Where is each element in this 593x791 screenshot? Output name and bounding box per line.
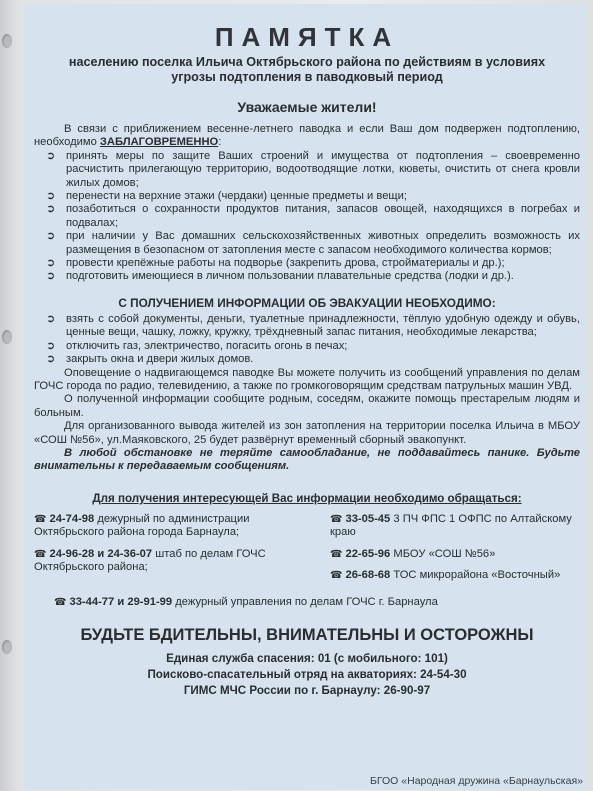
list-item-text: при наличии у Вас домашних сельскохозяйственных животных определить возможность их размещения в безопасном от затопления месте с запасом необходимого количества кормов; <box>66 230 580 256</box>
list-item <box>34 313 580 340</box>
evacuation-heading: С ПОЛУЧЕНИЕМ ИНФОРМАЦИИ ОБ ЭВАКУАЦИИ НЕОБХОДИМО: <box>118 295 496 310</box>
list-item-text: принять меры по защите Ваших строений и имущества от подтопления – своевременно расчистить прилегающую территорию, водоотводящие лотки, кюветы, очистить от снега кровли жилых домов; <box>66 149 580 189</box>
contacts-grid <box>34 513 580 591</box>
list-item-text: закрыть окна и двери жилых домов. <box>66 353 254 366</box>
intro-text: В связи с приближением весенне-летнего паводка и если Ваш дом подвержен подтоплению, необходимо <box>34 123 580 149</box>
intro-after: : <box>218 136 222 149</box>
contact-desc: дежурный управления по делам ГОЧС г. Барнаула <box>172 596 438 609</box>
warning-text: В любой обстановке не теряйте самообладание, не поддавайтесь панике. Будьте внимательны к передаваемым сообщениям. <box>34 446 580 473</box>
list-item <box>34 353 580 366</box>
notification-paragraph: Оповещение о надвигающемся паводке Вы можете получить из сообщений управления по делам ГОЧС города по радио, телевидению, а также по громкоговорящим средствам патрульных машин УВД. <box>34 366 580 392</box>
contacts-left-column <box>34 513 299 591</box>
list-item-text: отключить газ, электричество, погасить огонь в печах; <box>66 339 348 352</box>
list-item <box>34 230 580 257</box>
service-line: Единая служба спасения: 01 (с мобильного: 101) <box>166 651 448 665</box>
phone-icon: ☎ <box>330 548 343 560</box>
arrow-bullet-icon: ➲ <box>46 312 56 325</box>
list-item <box>34 270 580 283</box>
arrow-bullet-icon: ➲ <box>46 257 56 270</box>
contact-desc: ТОС микрорайона «Восточный» <box>390 568 561 581</box>
list-item <box>34 190 580 203</box>
list-item-text: перенести на верхние этажи (чердаки) ценные предметы и вещи; <box>66 190 407 203</box>
contacts-heading: Для получения интересующей Вас информации необходимо обращаться: <box>92 491 522 505</box>
phone-icon: ☎ <box>34 548 47 560</box>
list-item-text: позаботиться о сохранности продуктов питания, запасов овощей, находящихся в погребах и подвалах; <box>66 203 580 229</box>
arrow-bullet-icon: ➲ <box>46 353 56 366</box>
contact-entry <box>330 569 580 582</box>
advance-list <box>34 150 580 284</box>
contact-entry <box>34 513 299 540</box>
greeting: Уважаемые жители! <box>237 99 377 115</box>
leaflet-subtitle: населению поселка Ильича Октябрьского района по действиям в условиях угрозы подтопления в паводковый период <box>68 55 546 84</box>
list-item <box>34 150 580 190</box>
evacuation-list <box>34 313 580 367</box>
service-line: ГИМС МЧС России по г. Барнаулу: 26-90-97 <box>183 683 431 697</box>
footer-credit: БГОО «Народная дружина «Барнаульская» <box>370 775 583 787</box>
contact-phone: 33-44-77 и 29-91-99 <box>69 596 173 609</box>
inform-paragraph: О полученной информации сообщите родным, соседям, окажите помощь престарелым людям и больным. <box>34 393 580 419</box>
arrow-bullet-icon: ➲ <box>46 270 56 283</box>
slogan: БУДЬТЕ БДИТЕЛЬНЫ, ВНИМАТЕЛЬНЫ И ОСТОРОЖНЫ <box>80 625 534 644</box>
binder-hole <box>2 34 12 48</box>
arrow-bullet-icon: ➲ <box>46 230 56 243</box>
contact-desc: 3 ПЧ ФПС 1 ОФПС по Алтайскому краю <box>330 512 572 539</box>
contact-phone: 26-68-68 <box>345 568 391 581</box>
list-item-text: провести крепёжные работы на подворье (закрепить дрова, стройматериалы и др.); <box>66 257 505 270</box>
phone-icon: ☎ <box>330 569 343 581</box>
contact-desc: штаб по делам ГОЧС Октябрьского района; <box>34 547 266 573</box>
phone-icon: ☎ <box>54 597 67 609</box>
binder-hole <box>2 330 12 344</box>
arrow-bullet-icon: ➲ <box>46 149 56 162</box>
contact-entry <box>330 513 580 540</box>
service-line: Поисково-спасательный отряд на акваториях: 24-54-30 <box>147 667 467 681</box>
contact-entry <box>34 548 299 575</box>
contact-desc: дежурный по администрации Октябрьского района города Барнаула; <box>34 512 250 539</box>
leaflet-title: ПАМЯТКА <box>214 22 400 52</box>
contact-phone: 24-74-98 <box>49 512 95 525</box>
contact-phone: 33-05-45 <box>345 512 391 525</box>
arrow-bullet-icon: ➲ <box>46 190 56 203</box>
contact-entry <box>330 548 580 561</box>
contact-entry <box>54 596 580 609</box>
phone-icon: ☎ <box>34 513 47 525</box>
list-item <box>34 257 580 270</box>
phone-icon: ☎ <box>330 513 343 525</box>
leaflet-content <box>34 18 580 699</box>
list-item-text: подготовить имеющиеся в личном пользовании плавательные средства (лодки и др.). <box>66 270 514 283</box>
arrow-bullet-icon: ➲ <box>46 339 56 352</box>
binder-hole <box>2 640 12 654</box>
contact-phone: 24-96-28 и 24-36-07 <box>49 547 153 560</box>
list-item <box>34 203 580 230</box>
intro-paragraph <box>34 123 580 150</box>
list-item <box>34 340 580 353</box>
arrow-bullet-icon: ➲ <box>46 203 56 216</box>
contact-desc: МБОУ «СОШ №56» <box>390 547 496 560</box>
intro-emphasis: ЗАБЛАГОВРЕМЕННО <box>99 136 219 149</box>
evacuation-point-paragraph: Для организованного вывода жителей из зон затопления на территории поселка Ильича в МБОУ «СОШ №56», ул.Маяковского, 25 будет развёрнут временный сборный эвакопункт. <box>34 420 580 446</box>
list-item-text: взять с собой документы, деньги, туалетные принадлежности, тёплую удобную одежду и обувь, ценные вещи, чашку, ложку, кружку, трёхдневный запас питания, необходимые лекарства; <box>66 312 580 339</box>
contacts-right-column <box>330 513 580 591</box>
contact-phone: 22-65-96 <box>345 547 391 560</box>
